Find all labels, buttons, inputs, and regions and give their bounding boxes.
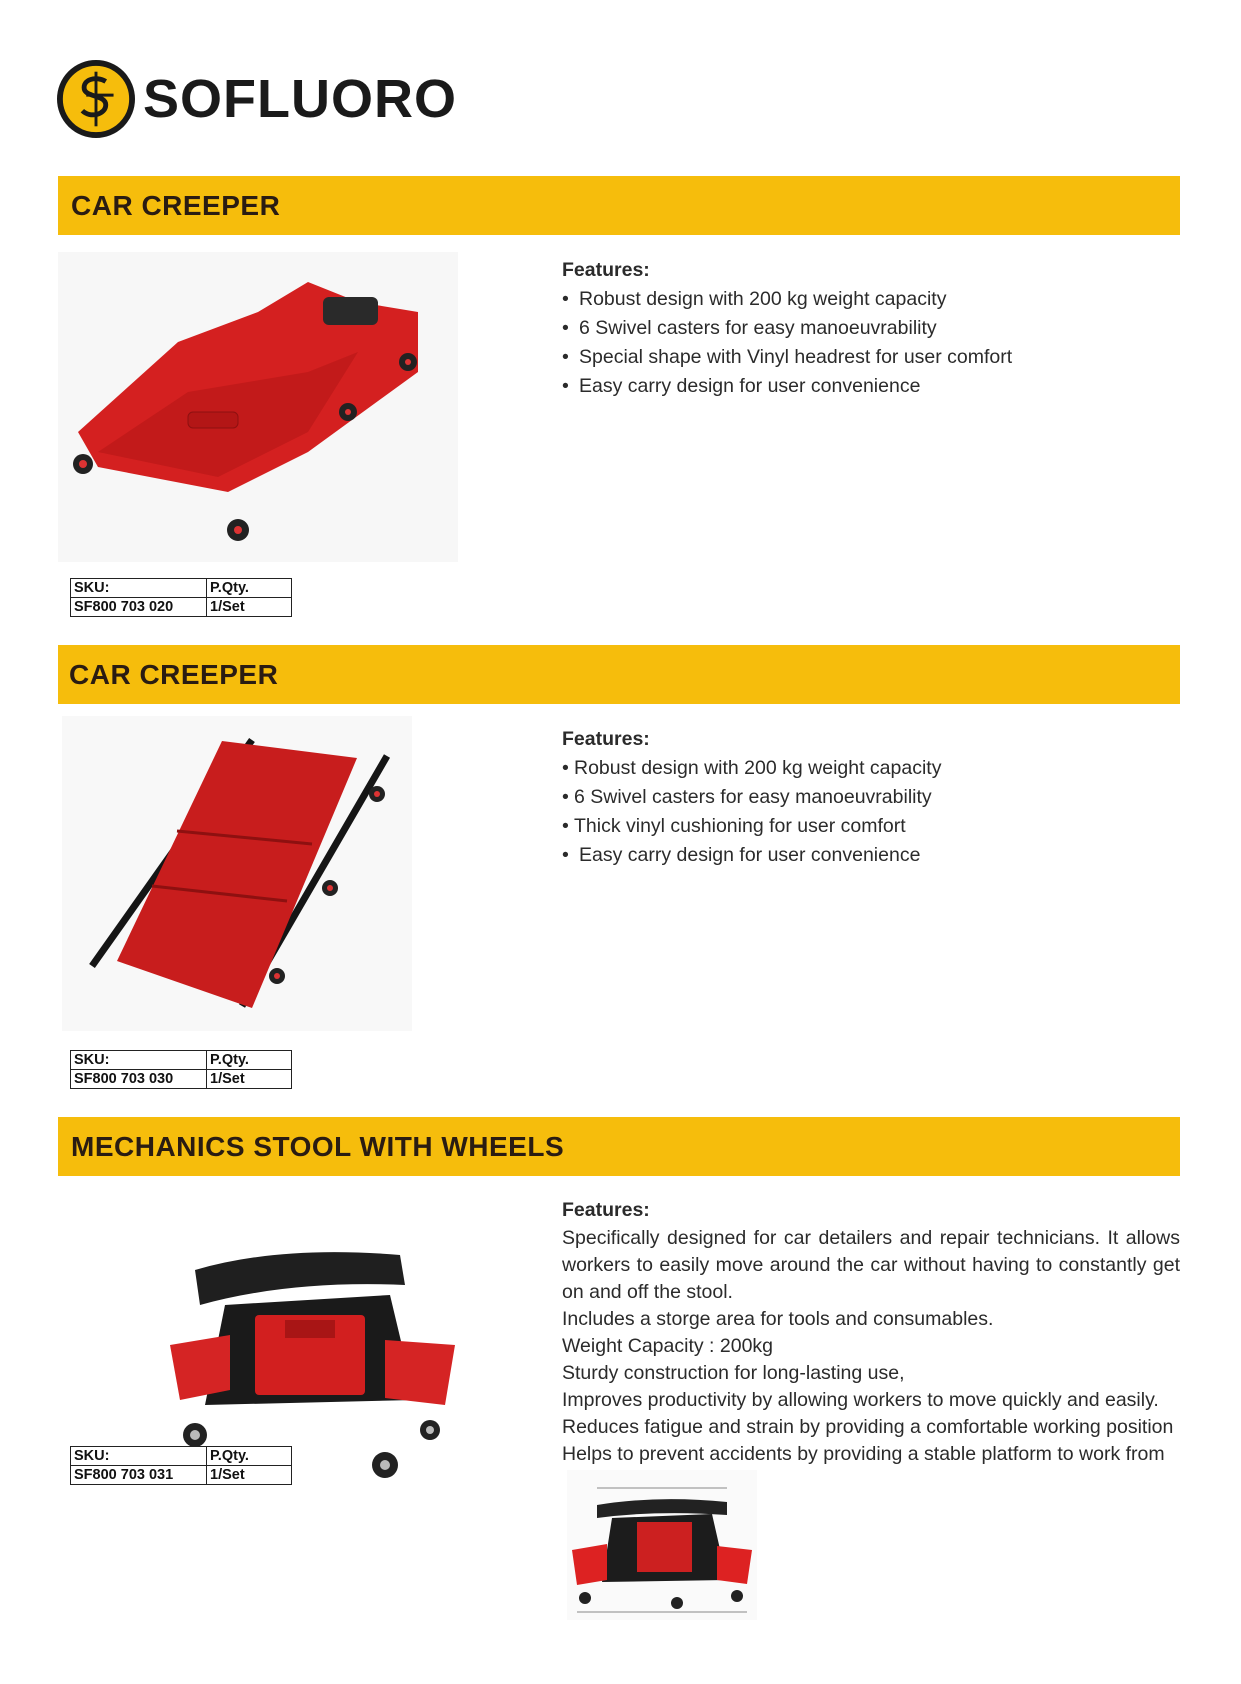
section-title: CAR CREEPER: [71, 190, 281, 221]
feature-paragraph: Reduces fatigue and strain by providing a comfortable working position: [562, 1416, 1174, 1438]
qty-header: P.Qty.: [207, 1447, 292, 1466]
sku-value: SF800 703 030: [71, 1070, 207, 1089]
qty-value: 1/Set: [207, 1466, 292, 1485]
table-row: [71, 579, 292, 598]
features-heading: Features:: [562, 1199, 650, 1221]
feature-paragraph: Helps to prevent accidents by providing a stable platform to work from: [562, 1443, 1165, 1465]
list-item: • Thick vinyl cushioning for user comfort: [562, 815, 906, 837]
list-item: • Robust design with 200 kg weight capacity: [562, 757, 942, 779]
sku-table: [70, 1446, 292, 1485]
sku-header: SKU:: [71, 1447, 207, 1466]
feature-paragraph: Sturdy construction for long-lasting use,: [562, 1362, 905, 1384]
features-list: [562, 754, 1180, 870]
features-block: [562, 725, 1180, 870]
table-row: [71, 1466, 292, 1485]
qty-header: P.Qty.: [207, 579, 292, 598]
list-item: • Special shape with Vinyl headrest for user comfort: [562, 346, 1013, 368]
brand-logo: [57, 60, 457, 138]
sku-table: [70, 578, 292, 617]
sku-header: SKU:: [71, 1051, 207, 1070]
sku-value: SF800 703 020: [71, 598, 207, 617]
feature-paragraph: Weight Capacity : 200kg: [562, 1335, 774, 1357]
qty-value: 1/Set: [207, 1070, 292, 1089]
features-heading: Features:: [562, 259, 650, 281]
table-row: [71, 1051, 292, 1070]
list-item: • 6 Swivel casters for easy manoeuvrability: [562, 786, 932, 808]
section-banner-car-creeper-1: [58, 176, 1180, 235]
table-row: [71, 1070, 292, 1089]
features-block: [562, 256, 1180, 401]
list-item: • 6 Swivel casters for easy manoeuvrability: [562, 317, 937, 339]
feature-paragraph: Includes a storge area for tools and consumables.: [562, 1308, 994, 1330]
features-heading: Features:: [562, 728, 650, 750]
sku-value: SF800 703 031: [71, 1466, 207, 1485]
list-item: • Easy carry design for user convenience: [562, 844, 921, 866]
section-banner-mechanics-stool: [58, 1117, 1180, 1176]
sf-logo-icon: [57, 60, 135, 138]
features-block: [562, 1196, 1180, 1468]
product-image-car-creeper-padded: [62, 716, 412, 1031]
qty-value: 1/Set: [207, 598, 292, 617]
product-image-car-creeper-plastic: [58, 252, 458, 562]
section-title: CAR CREEPER: [69, 659, 279, 690]
table-row: [71, 1447, 292, 1466]
list-item: • Easy carry design for user convenience: [562, 375, 921, 397]
qty-header: P.Qty.: [207, 1051, 292, 1070]
list-item: • Robust design with 200 kg weight capacity: [562, 288, 947, 310]
table-row: [71, 598, 292, 617]
product-dimension-image: [567, 1470, 757, 1620]
sku-header: SKU:: [71, 579, 207, 598]
feature-paragraph: Improves productivity by allowing workers to move quickly and easily.: [562, 1389, 1159, 1411]
features-list: [562, 285, 1180, 401]
section-banner-car-creeper-2: [58, 645, 1180, 704]
section-title: MECHANICS STOOL WITH WHEELS: [71, 1131, 565, 1162]
sku-table: [70, 1050, 292, 1089]
brand-name: SOFLUORO: [143, 69, 457, 129]
feature-paragraph: Specifically designed for car detailers and repair technicians. It allows workers to easily move around the car without having to constantly get on and off the stool.: [562, 1227, 1180, 1303]
